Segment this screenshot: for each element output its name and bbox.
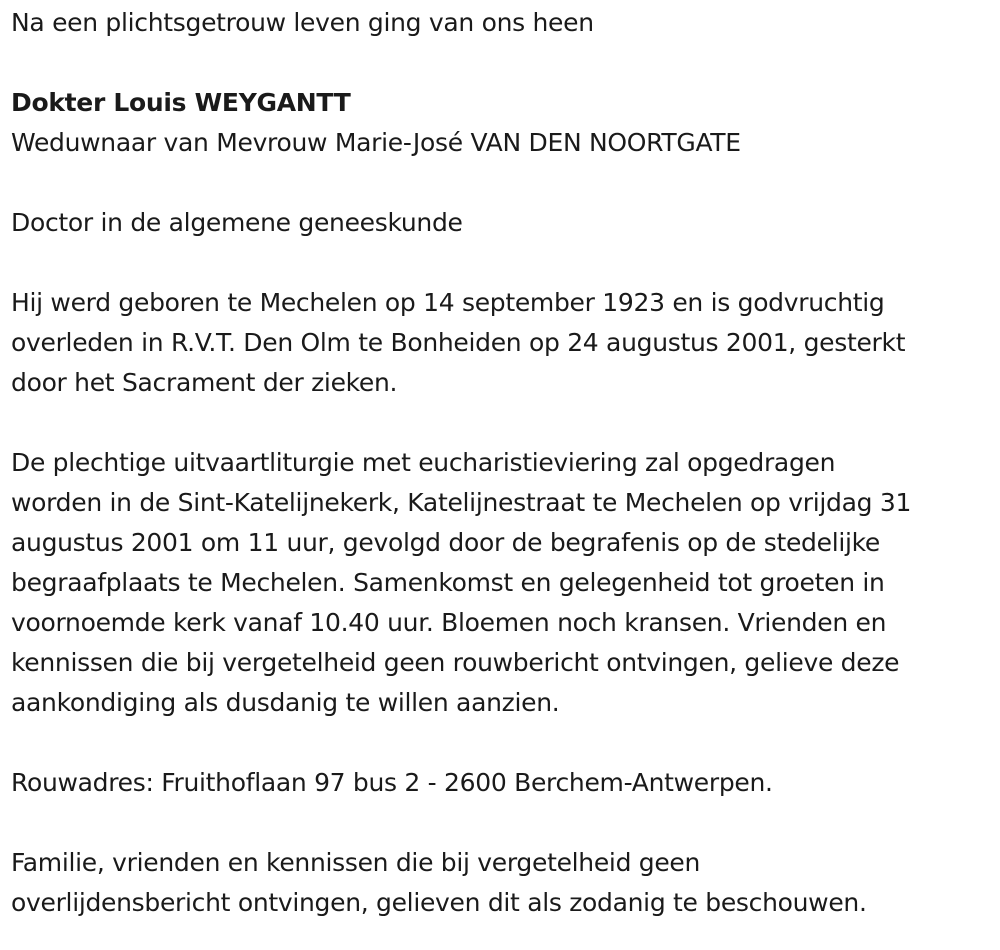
paragraph-line: worden in de Sint-Katelijnekerk, Katelijnestraat te Mechelen op vrijdag 31 xyxy=(11,488,912,517)
mourning-address: Rouwadres: Fruithoflaan 97 bus 2 - 2600 Berchem-Antwerpen. xyxy=(11,768,773,797)
paragraph-line: overlijdensbericht ontvingen, gelieven dit als zodanig te beschouwen. xyxy=(11,888,867,917)
profession-line: Doctor in de algemene geneeskunde xyxy=(11,208,463,237)
paragraph-line: Hij werd geboren te Mechelen op 14 september 1923 en is godvruchtig xyxy=(11,288,885,317)
spacer xyxy=(11,803,996,843)
paragraph-line: door het Sacrament der zieken. xyxy=(11,368,398,397)
paragraph-line: voornoemde kerk vanaf 10.40 uur. Bloemen noch kransen. Vrienden en xyxy=(11,608,887,637)
spacer xyxy=(11,723,996,763)
deceased-name: Dokter Louis WEYGANTT xyxy=(11,88,351,117)
obituary-document xyxy=(11,3,996,923)
closing-paragraph xyxy=(11,843,996,923)
paragraph-line: kennissen die bij vergetelheid geen rouwbericht ontvingen, gelieve deze xyxy=(11,648,900,677)
funeral-paragraph xyxy=(11,443,996,723)
spacer xyxy=(11,163,996,203)
paragraph-line: De plechtige uitvaartliturgie met eucharistieviering zal opgedragen xyxy=(11,448,836,477)
paragraph-line: overleden in R.V.T. Den Olm te Bonheiden op 24 augustus 2001, gesterkt xyxy=(11,328,906,357)
spacer xyxy=(11,43,996,83)
intro-line: Na een plichtsgetrouw leven ging van ons heen xyxy=(11,8,594,37)
spacer xyxy=(11,243,996,283)
paragraph-line: aankondiging als dusdanig te willen aanzien. xyxy=(11,688,560,717)
paragraph-line: begraafplaats te Mechelen. Samenkomst en gelegenheid tot groeten in xyxy=(11,568,885,597)
paragraph-line: Familie, vrienden en kennissen die bij vergetelheid geen xyxy=(11,848,701,877)
birth-death-paragraph xyxy=(11,283,996,403)
spouse-line: Weduwnaar van Mevrouw Marie-José VAN DEN NOORTGATE xyxy=(11,128,741,157)
spacer xyxy=(11,403,996,443)
paragraph-line: augustus 2001 om 11 uur, gevolgd door de begrafenis op de stedelijke xyxy=(11,528,880,557)
